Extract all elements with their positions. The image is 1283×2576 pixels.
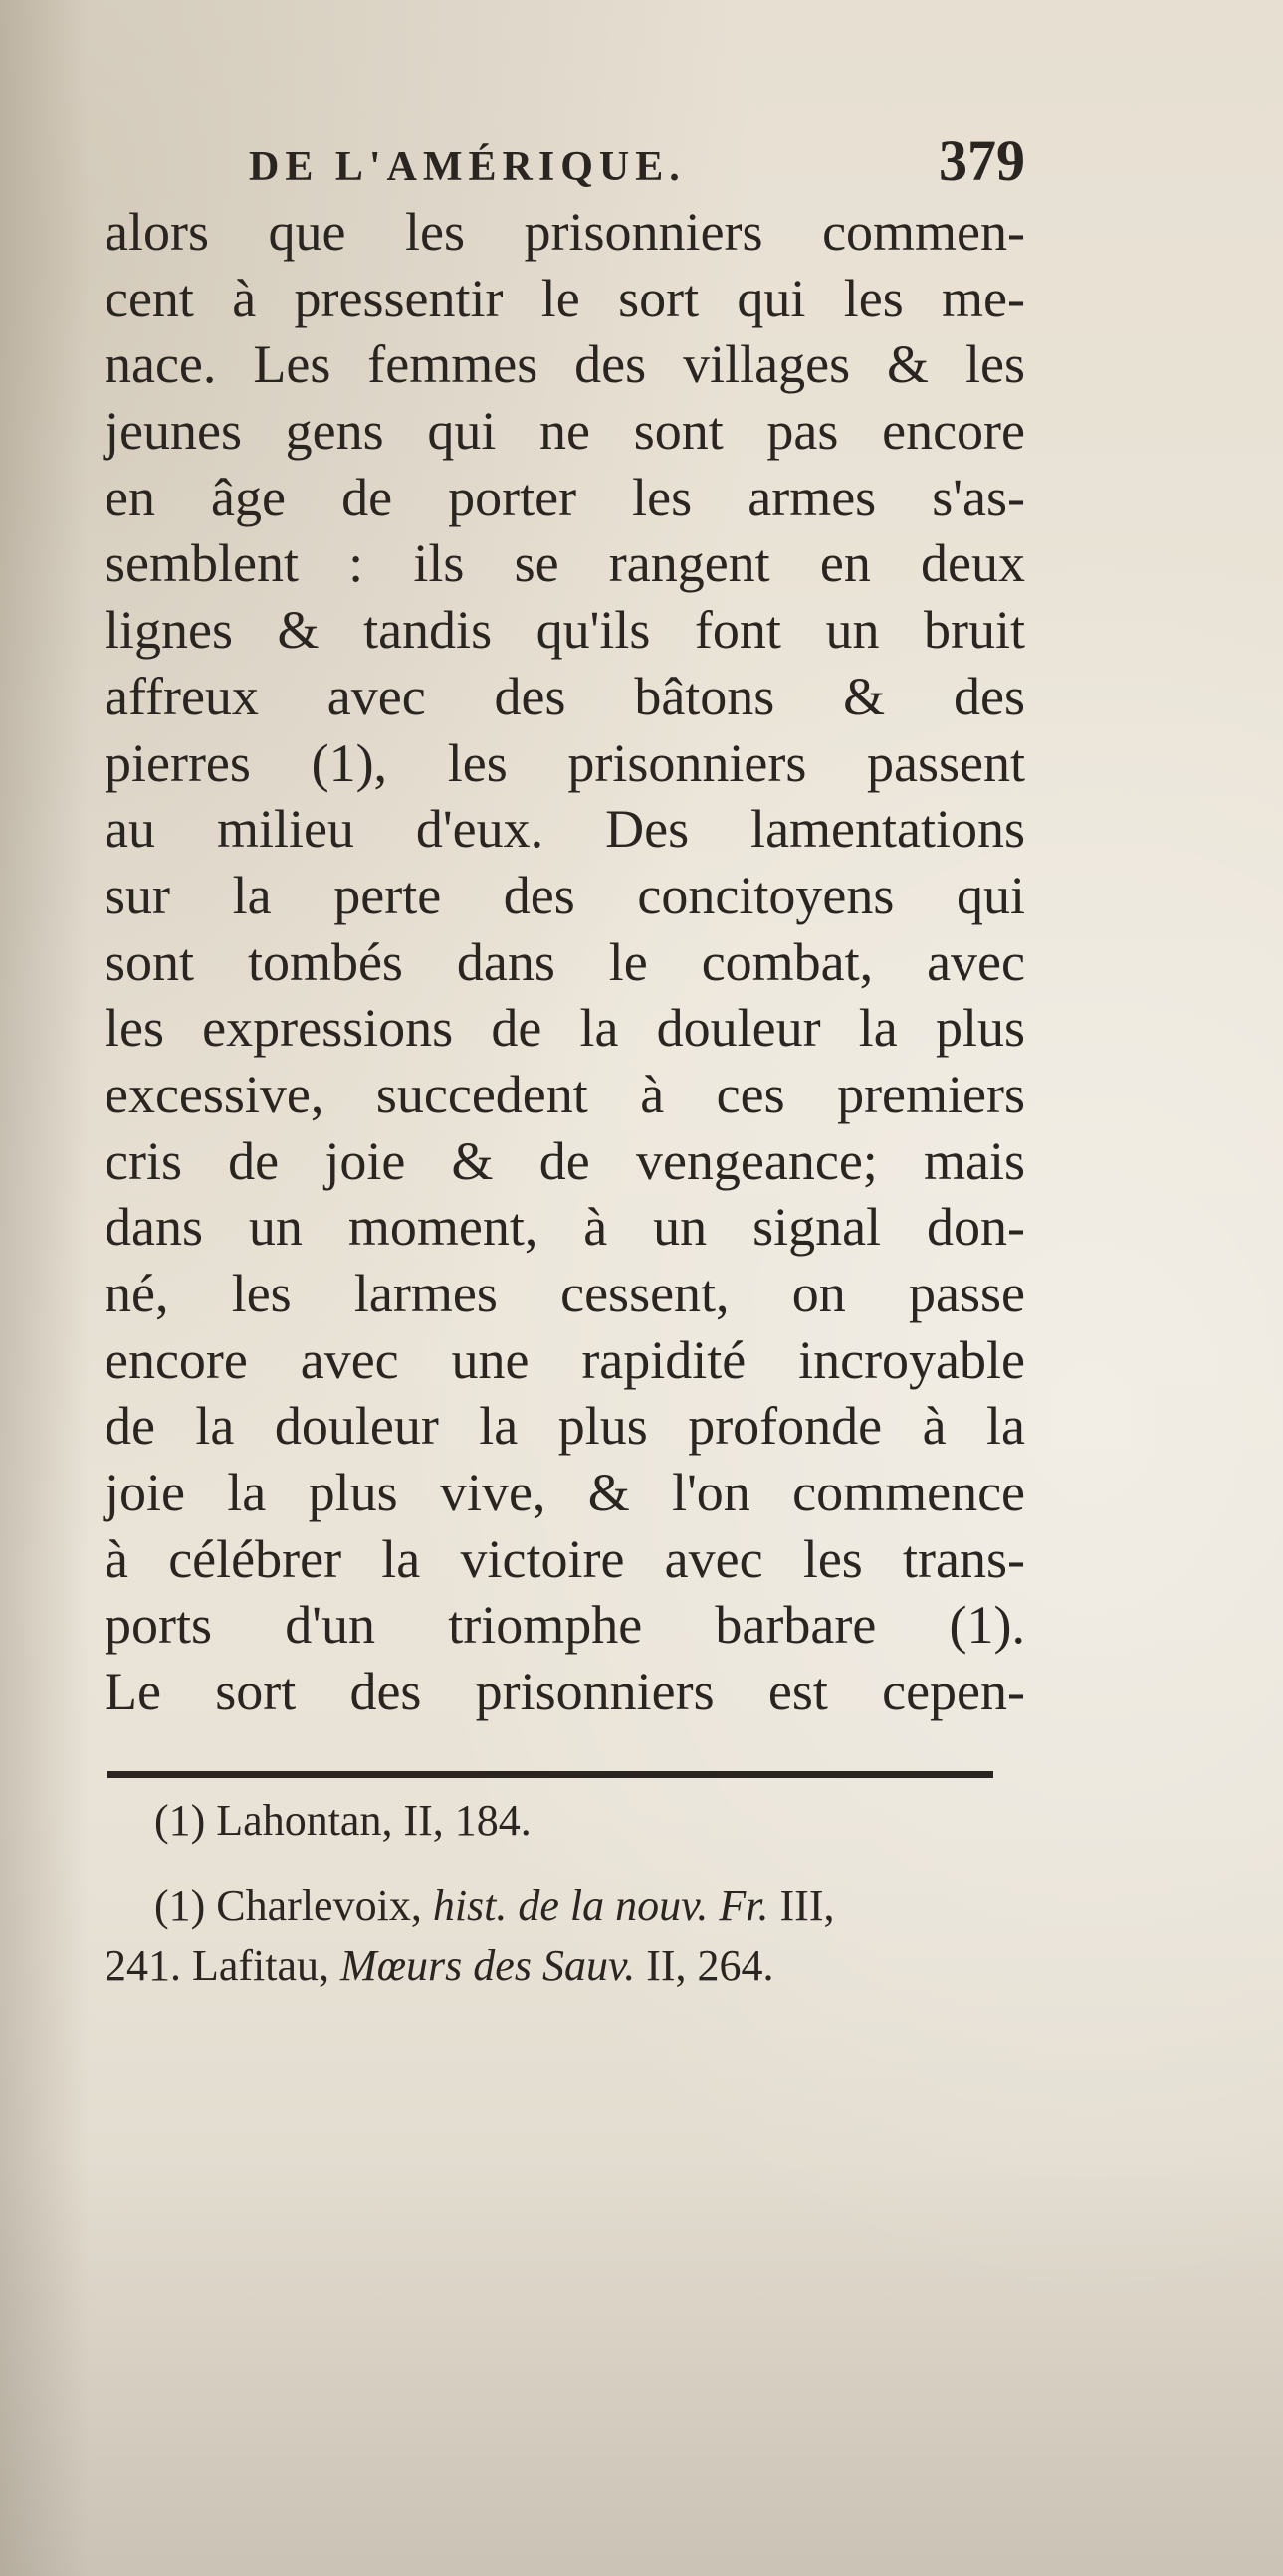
footnote-2-volume: III, xyxy=(768,1882,835,1930)
footnote-rule xyxy=(107,1771,993,1778)
text-line: en âge de porter les armes s'as- xyxy=(105,467,1025,527)
text-line: à célébrer la victoire avec les trans- xyxy=(105,1528,1025,1589)
footnote-2-italic-title: hist. de la nouv. Fr. xyxy=(432,1882,769,1930)
text-line: alors que les prisonniers commen- xyxy=(105,202,1025,262)
running-title: DE L'AMÉRIQUE. xyxy=(249,144,686,190)
footnote-2-cont-italic: Mœurs des Sauv. xyxy=(340,1941,636,1990)
text-line: nace. Les femmes des villages & les xyxy=(105,334,1025,395)
text-line: les expressions de la douleur la plus xyxy=(105,998,1025,1059)
text-line: sur la perte des concitoyens qui xyxy=(105,865,1025,925)
footnotes xyxy=(105,1791,1025,1996)
page-number: 379 xyxy=(939,128,1025,193)
text-line: sont tombés dans le combat, avec xyxy=(105,931,1025,992)
text-line: pierres (1), les prisonniers passent xyxy=(105,732,1025,793)
text-line: cris de joie & de vengeance; mais xyxy=(105,1130,1025,1191)
text-line: lignes & tandis qu'ils font un bruit xyxy=(105,600,1025,661)
text-line: jeunes gens qui ne sont pas encore xyxy=(105,401,1025,462)
running-head xyxy=(249,127,1025,194)
text-line: au milieu d'eux. Des lamentations xyxy=(105,799,1025,860)
footnote-2-text: (1) Charlevoix, xyxy=(154,1882,433,1930)
footnote-2-cont-text: 241. Lafitau, xyxy=(105,1941,341,1990)
text-line: Le sort des prisonniers est cepen- xyxy=(105,1662,1025,1722)
footnote-2-cont-end: II, 264. xyxy=(635,1941,774,1990)
text-line: dans un moment, à un signal don- xyxy=(105,1197,1025,1258)
text-line: né, les larmes cessent, on passe xyxy=(105,1264,1025,1323)
text-line: affreux avec des bâtons & des xyxy=(105,666,1025,726)
footnote-1: (1) Lahontan, II, 184. xyxy=(154,1796,532,1845)
text-line: semblent : ils se rangent en deux xyxy=(105,533,1025,594)
text-line: de la douleur la plus profonde à la xyxy=(105,1396,1025,1457)
footnote-2 xyxy=(105,1877,1025,1936)
text-line: joie la plus vive, & l'on commence xyxy=(105,1463,1025,1523)
footnote-2-continuation xyxy=(105,1936,1025,1996)
text-line: excessive, succedent à ces premiers xyxy=(105,1064,1025,1124)
text-line: ports d'un triomphe barbare (1). xyxy=(105,1595,1025,1656)
text-line: cent à pressentir le sort qui les me- xyxy=(105,268,1025,328)
body-text xyxy=(105,199,1025,1725)
page-bottom-shading xyxy=(0,2158,1283,2576)
text-line: encore avec une rapidité incroyable xyxy=(105,1329,1025,1390)
